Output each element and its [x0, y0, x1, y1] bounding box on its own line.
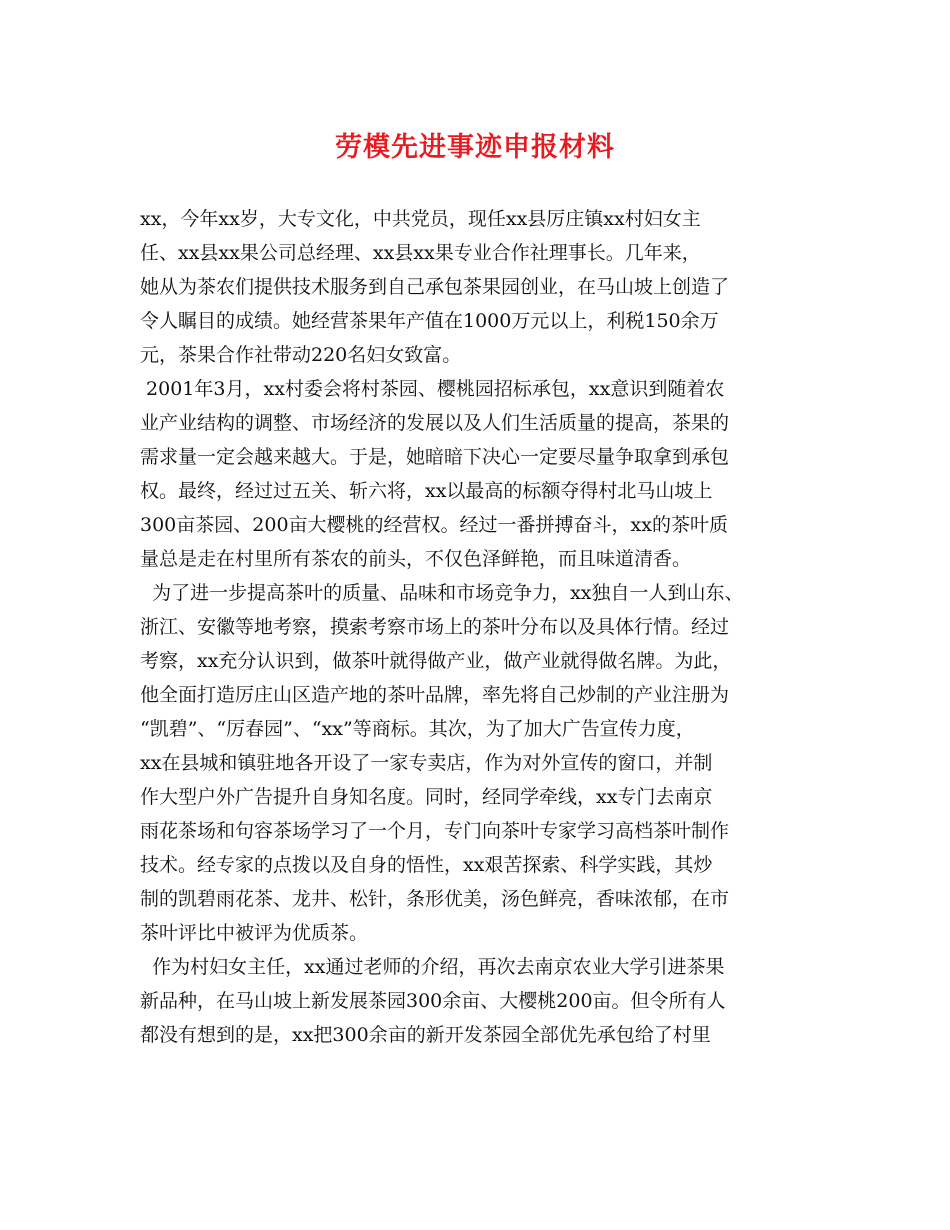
- body-line: 都没有想到的是，xx把300余亩的新开发茶园全部优先承包给了村里: [140, 1024, 711, 1046]
- body-line: 2001年3月，xx村委会将村茶园、樱桃园招标承包，xx意识到随着农: [140, 378, 725, 400]
- body-line: xx在县城和镇驻地各开设了一家专卖店，作为对外宣传的窗口，并制: [140, 752, 713, 774]
- body-line: 他全面打造厉庄山区造产地的茶叶品牌，率先将自己炒制的产业注册为: [140, 684, 730, 706]
- document-body: [140, 202, 820, 1052]
- body-line: xx，今年xx岁，大专文化，中共党员，现任xx县厉庄镇xx村妇女主: [140, 208, 701, 230]
- body-line: 需求量一定会越来越大。于是，她暗暗下决心一定要尽量争取拿到承包: [140, 446, 730, 468]
- body-line: 新品种，在马山坡上新发展茶园300余亩、大樱桃200亩。但令所有人: [140, 990, 726, 1012]
- body-line: 权。最终，经过过五关、斩六将，xx以最高的标额夺得村北马山坡上: [140, 480, 713, 502]
- body-line: 制的凯碧雨花茶、龙井、松针，条形优美，汤色鲜亮，香味浓郁，在市: [140, 888, 730, 910]
- body-line: 300亩茶园、200亩大樱桃的经营权。经过一番拼搏奋斗，xx的茶叶质: [140, 514, 728, 536]
- body-line: 茶叶评比中被评为优质茶。: [140, 922, 369, 944]
- body-line: 为了进一步提高茶叶的质量、品味和市场竞争力，xx独自一人到山东、: [140, 582, 744, 604]
- body-line: 作为村妇女主任，xx通过老师的介绍，再次去南京农业大学引进茶果: [140, 956, 725, 978]
- body-line: “凯碧”、“厉春园”、“xx”等商标。其次，为了加大广告宣传力度，: [140, 718, 695, 740]
- body-line: 令人瞩目的成绩。她经营茶果年产值在1000万元以上，利税150余万: [140, 310, 719, 332]
- body-line: 考察，xx充分认识到，做茶叶就得做产业，做产业就得做名牌。为此，: [140, 650, 732, 672]
- body-line: 浙江、安徽等地考察，摸索考察市场上的茶叶分布以及具体行情。经过: [140, 616, 730, 638]
- body-line: 她从为茶农们提供技术服务到自己承包茶果园创业，在马山坡上创造了: [140, 276, 730, 298]
- body-line: 雨花茶场和句容茶场学习了一个月，专门向茶叶专家学习高档茶叶制作: [140, 820, 730, 842]
- body-line: 作大型户外广告提升自身知名度。同时，经同学牵线，xx专门去南京: [140, 786, 713, 808]
- body-line: 技术。经专家的点拨以及自身的悟性，xx艰苦探索、科学实践，其炒: [140, 854, 713, 876]
- body-line: 业产业结构的调整、市场经济的发展以及人们生活质量的提高，茶果的: [140, 412, 730, 434]
- document-title: 劳模先进事迹申报材料: [335, 132, 615, 163]
- body-line: 量总是走在村里所有茶农的前头，不仅色泽鲜艳，而且味道清香。: [140, 548, 692, 570]
- body-line: 元，茶果合作社带动220名妇女致富。: [140, 344, 462, 366]
- body-line: 任、xx县xx果公司总经理、xx县xx果专业合作社理事长。几年来，: [140, 242, 701, 264]
